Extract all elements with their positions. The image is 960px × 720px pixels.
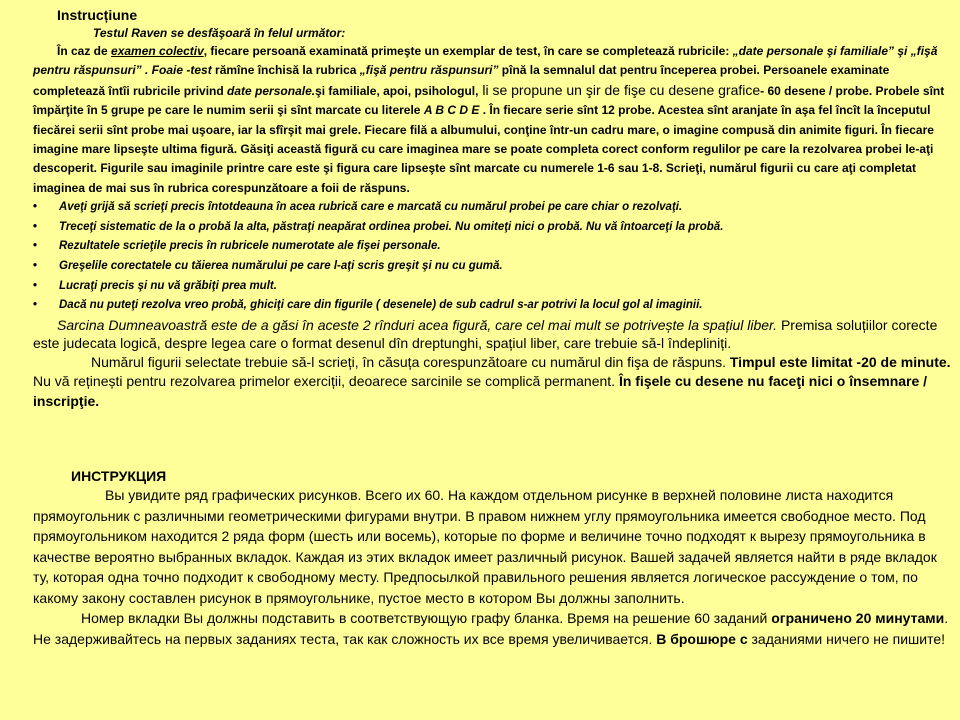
ro-p1-emphasis: A B C D E — [423, 103, 480, 118]
ro-paragraph-3 — [33, 353, 953, 412]
ru-time-limit: ограничено 20 минутами — [771, 610, 945, 626]
ro-p3-text: Numărul figurii selectate trebuie să-l scrieți, în căsuța corespunzătoare cu numărul din fişa de răspuns. — [91, 353, 730, 370]
ro-rule-text: Rezultatele scrieţile precis în rubricele numerotate ale fişei personale. — [59, 240, 441, 253]
ro-p1-text: . În fiecare serie sînt 12 probe. Acestea sînt aranjate în aşa fel încît la începutul fiecărei serii sînt probe mai uşoare, iar la sfîrşit mai grele. Fiecare filă a albumului, conţine într-un cadru mare, o imagine compusă din animite figuri. În fiecare imagine mare lipseşte ultima figură. Găsiţi această figură cu care imaginea mare se poate completa corect conform regulilor pe care la rezolvarea probei le-aţi descoperit. Figurile sau imaginile printre care este şi figura care lipseşte sînt marcate cu numerele 1-6 sau 1-8. Scrieţi, numărul figurii cu care aţi completat imaginea de mai sus în rubrica corespunzătoare a foii de răspuns. — [33, 103, 934, 195]
romanian-instructions — [33, 6, 953, 411]
ro-p1-emphasis: „fişă pentru răspunsuri” — [359, 63, 499, 78]
ro-p1-emphasis: examen colectiv — [111, 44, 204, 58]
ru-p2-text: заданиями ничего не пишите! — [747, 630, 946, 647]
ro-paragraph-1 — [33, 42, 953, 198]
russian-instructions — [33, 467, 953, 649]
ro-rule-text: Aveţi grijă să scrieţi precis întotdeauna în acea rubrică care e marcată cu numărul probei pe care chiar o rezolvaţi. — [59, 201, 683, 214]
ro-rule-item — [33, 257, 953, 277]
ro-subtitle-text: Testul Raven se desfăşoară în felul următor: — [93, 26, 346, 40]
bullet-icon: • — [33, 240, 38, 253]
ro-title: Instrucțiune — [57, 7, 138, 23]
ru-no-marks-warning: В брошюре с — [656, 630, 748, 647]
ro-p1-text: rămîne închisă la rubrica — [211, 63, 360, 78]
ro-p1-text: pînă la semnalul dat pentru începerea probei. Persoanele examinate completează întîi rubricile privind — [33, 63, 890, 98]
bullet-icon: • — [33, 201, 38, 214]
ro-rule-text: Dacă nu puteţi rezolva vreo probă, ghiciţi care din figurile ( desenele) de sub cadrul s-ar potrivi la locul gol al imaginii. — [59, 299, 703, 312]
ro-rules-list — [33, 198, 953, 316]
ro-p1-emphasis: date personale. — [227, 83, 316, 98]
ro-time-limit: Timpul este limitat -20 de minute. — [729, 353, 951, 370]
ro-rule-text: Greşelile corectatele cu tăierea numărului pe care l-aţi scris greşit şi nu cu gumă. — [59, 260, 503, 273]
ro-rule-item — [33, 237, 953, 257]
ro-p1-text: , fiecare persoană examinată primeşte un exemplar de test, în care se completează rubricile: — [203, 44, 733, 58]
ru-paragraph-2 — [33, 608, 953, 649]
ro-rule-text: Treceţi sistematic de la o probă la alta, păstraţi neapărat ordinea probei. Nu omiteţi nici o probă. Nu vă întoarceţi la probă. — [59, 220, 724, 233]
ro-p1-emphasis: „date personale şi familiale” şi „fişă pentru răspunsuri” . Foaie -test — [33, 44, 938, 78]
ro-p1-text: şi familiale, apoi, psihologul, — [315, 83, 479, 98]
ru-title: ИНСТРУКЦИЯ — [71, 468, 167, 484]
ro-rule-text: Lucraţi precis şi nu vă grăbiţi prea mult. — [59, 279, 277, 292]
ro-p2-text: Premisa soluțiilor corecte este judecata logică, despre legea care o format desenul dîn dreptunghi, spațiul liber, care trebuie să-l îndepliniți. — [33, 316, 938, 352]
bullet-icon: • — [33, 260, 38, 273]
ro-p1-text: - 60 desene / probe. Probele sînt împărţite în 5 grupe pe care le numim serii şi sînt marcate cu literele — [33, 83, 945, 118]
bullet-icon: • — [33, 279, 38, 292]
ro-p3-text: Nu vă reținești pentru rezolvarea primelor exerciții, deoarece sarcinile se complică permanent. — [33, 373, 619, 390]
ro-rule-item — [33, 218, 953, 238]
ro-subtitle — [93, 24, 953, 42]
ru-paragraph-1: Вы увидите ряд графических рисунков. Всего их 60. На каждом отдельном рисунке в верхней половине листа находится прямоугольник с различными геометрическими фигурами внутри. В правом нижнем углу прямоугольника имеется свободное место. Под прямоугольником находится 2 ряда форм (шесть или восемь), которые по форме и величине точно подходят к вырезу прямоугольника в качестве вероятно выбранных вкладок. Каждая из этих вкладок имеет различный рисунок. Вашей задачей является найти в ряде вкладок ту, которая одна точно подходит к свободному месту. Предпосылкой правильного решения является логическое рассуждение о том, по какому закону составлен рисунок в прямоугольнике, пустое место в котором Вы должны заполнить. — [33, 487, 937, 606]
ro-rule-item — [33, 198, 953, 218]
ru-p2-text: Номер вкладки Вы должны подставить в соответствующую графу бланка. Время на решение 60 заданий — [81, 610, 772, 626]
bullet-icon: • — [33, 299, 38, 312]
ro-rule-item — [33, 296, 953, 316]
bullet-icon: • — [33, 220, 38, 233]
ru-p2-text: . Не задерживайтесь на первых заданиях теста, так как сложность их все время увеличивается. — [33, 610, 949, 647]
ro-paragraph-2 — [33, 316, 953, 353]
ro-rule-item — [33, 277, 953, 297]
ro-p2-italic-text: Sarcina Dumneavoastră este de a găsi în aceste 2 rînduri acea figură, care cel mai mult se potrivește la spațiul liber. — [57, 316, 778, 333]
ro-no-marks-warning: În fişele cu desene nu faceţi nici o însemnare / inscripţie. — [33, 373, 928, 409]
ro-p1-normal-text: li se propune un şir de fişe cu desene grafice — [478, 81, 761, 98]
ro-p1-text: În caz de — [57, 44, 112, 58]
